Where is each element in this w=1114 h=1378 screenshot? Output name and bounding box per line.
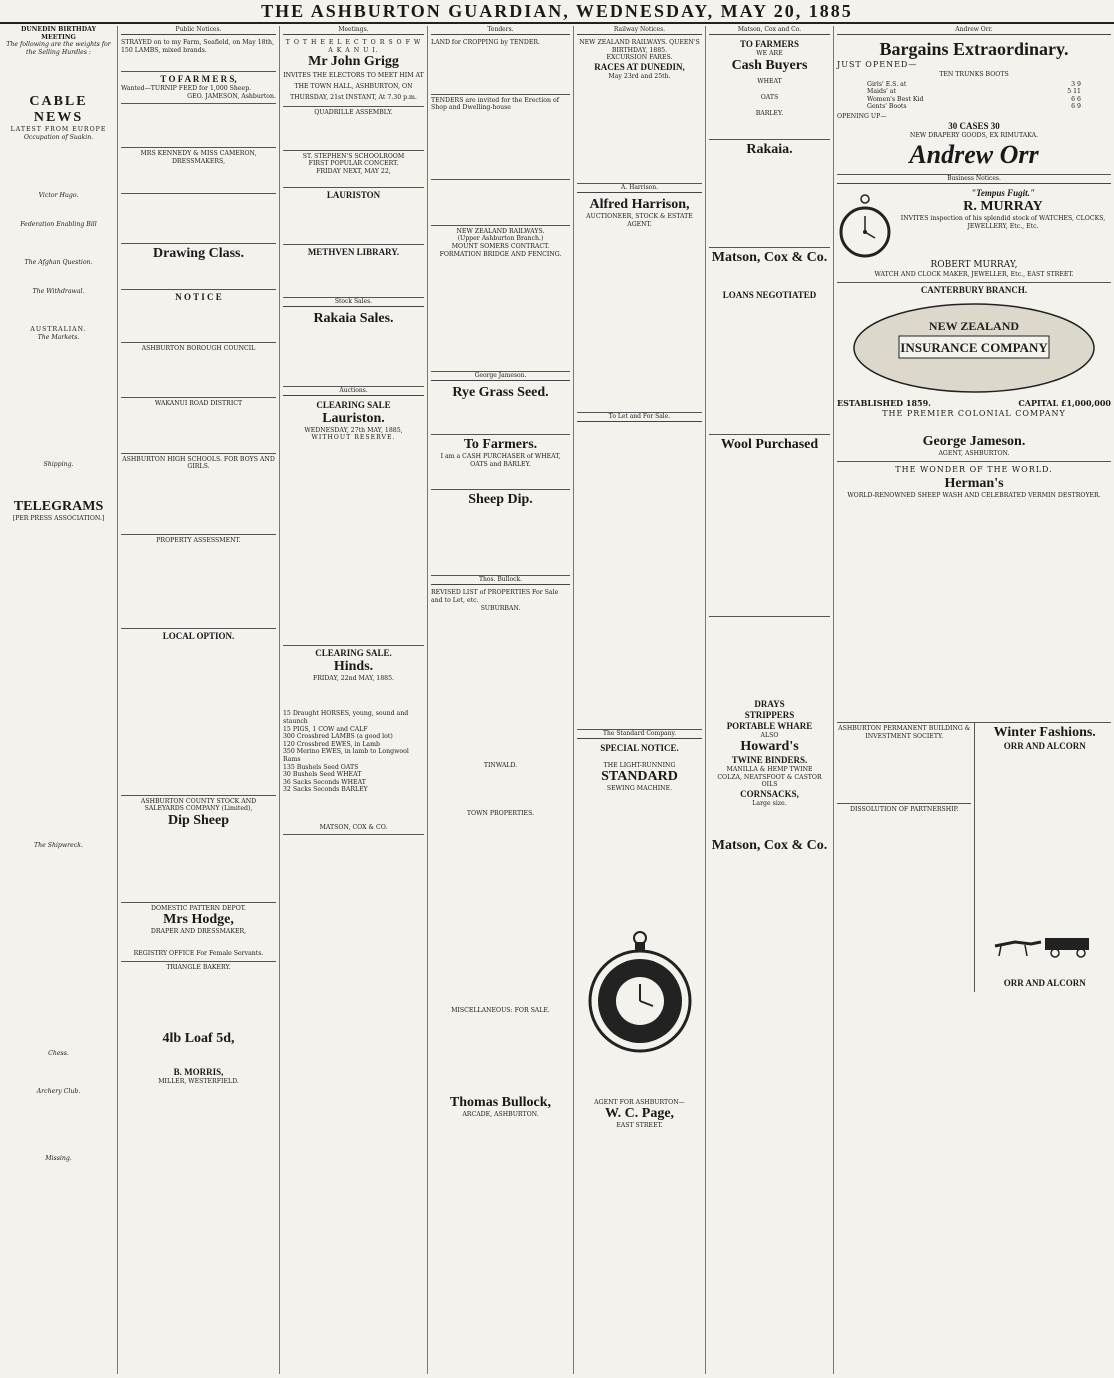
jameson-subtitle: AGENT, ASHBURTON. — [938, 449, 1010, 457]
hinds-sale-ad — [283, 646, 424, 836]
chess-text — [3, 1058, 114, 1088]
concert-date: FRIDAY NEXT, MAY 22, — [316, 167, 391, 175]
loaf-price: 4lb Loaf 5d, — [162, 1031, 235, 1047]
morris-subtitle: MILLER, WESTERFIELD. — [158, 1078, 239, 1086]
boot-price: 3 9 — [1071, 80, 1081, 88]
murray-text: INVITES inspection of his splendid stock of WATCHES, CLOCKS, JEWELLERY, Etc., Etc. — [900, 215, 1106, 230]
railways-tender-ad — [431, 226, 570, 372]
business-header: Business Notices. — [837, 175, 1111, 184]
matson-signature: MATSON, COX & CO. — [319, 823, 388, 831]
archery-heading: Archery Club. — [36, 1087, 81, 1095]
markets-text — [3, 341, 114, 461]
boot-item: Girls' E.S. at — [867, 80, 907, 88]
bakery-title: TRIANGLE BAKERY. — [166, 963, 231, 971]
lot-item: 120 Crossbred EWES, in Lamb — [283, 740, 380, 748]
federation-text — [3, 229, 114, 259]
let-header: To Let and For Sale. — [577, 413, 702, 422]
registry-title: REGISTRY OFFICE For Female Servants. — [133, 949, 264, 957]
to-farmers-text: I am a CASH PURCHASER of WHEAT, OATS and BARLEY. — [440, 453, 561, 468]
grain-item: WHEAT — [757, 77, 782, 85]
masthead: THE ASHBURTON GUARDIAN, WEDNESDAY, MAY 20, 1885 — [0, 0, 1114, 24]
electors-title: T O T H E E L E C T O R S O F W A K A N U I. — [285, 39, 422, 54]
formation: FORMATION BRIDGE AND FENCING. — [439, 250, 562, 258]
shipping-text — [3, 469, 114, 499]
emblem-nz: NEW ZEALAND — [928, 318, 1020, 333]
farmers-text: Wanted—TURNIP FEED for 1,000 Sheep. — [121, 85, 252, 93]
auctions-header: Auctions. — [283, 387, 424, 396]
shipping-heading: Shipping. — [43, 461, 74, 469]
local-option-ad — [121, 629, 276, 796]
bullock-arcade: ARCADE, ASHBURTON. — [462, 1110, 539, 1118]
bullock-ad — [431, 587, 570, 1121]
morris-name: B. MORRIS, — [173, 1067, 224, 1078]
archery-text — [3, 1095, 114, 1155]
boot-price-list — [837, 79, 1111, 113]
cable-title: CABLE NEWS — [29, 94, 88, 126]
rakaia-sales-title: Rakaia Sales. — [313, 310, 394, 326]
boot-item: Gents' Boots — [867, 103, 907, 111]
standard-title: STANDARD — [601, 769, 678, 785]
hermans-ad — [837, 462, 1111, 724]
large-size: Large size. — [752, 799, 787, 807]
notice-ad — [121, 290, 276, 343]
hugo-text — [3, 199, 114, 221]
left-subcolumn — [837, 723, 975, 992]
boot-row — [867, 81, 1081, 89]
afghan-text — [3, 266, 114, 288]
murray-ad — [837, 186, 1111, 283]
andrew-orr-signature: Andrew Orr — [909, 140, 1039, 170]
just-opened: JUST OPENED— — [837, 60, 918, 69]
bullock-header: Thos. Bullock. — [431, 576, 570, 585]
withdrawal-heading: The Withdrawal. — [32, 288, 85, 296]
chess-heading: Chess. — [48, 1049, 69, 1057]
highschools-title: ASHBURTON HIGH SCHOOLS. FOR BOYS AND GIRLS. — [122, 455, 275, 471]
hodge-title: Mrs Hodge, — [163, 912, 234, 928]
town-heading: TOWN PROPERTIES. — [466, 809, 535, 817]
meetings-header: Meetings. — [283, 26, 424, 35]
wool-ad — [709, 435, 830, 617]
suburban-heading: SUBURBAN. — [480, 604, 521, 612]
property-title: PROPERTY ASSESSMENT. — [156, 536, 241, 544]
lot-item: 36 Sacks Seconds WHEAT — [283, 778, 366, 786]
also-label: ALSO — [760, 731, 779, 739]
birthday-title: DUNEDIN BIRTHDAY MEETING — [20, 26, 97, 41]
grain-item: BARLEY. — [755, 109, 784, 117]
public-notices-header: Public Notices. — [121, 26, 276, 35]
dip-sheep-title: Dip Sheep — [167, 812, 230, 828]
races-title: RACES AT DUNEDIN, — [594, 61, 685, 72]
ten-trunks: TEN TRUNKS BOOTS — [939, 71, 1009, 78]
rakaia-title: Rakaia. — [746, 141, 793, 157]
waltham-watch-icon — [585, 926, 695, 1056]
afghan-heading: The Afghan Question. — [24, 258, 93, 266]
page-street: EAST STREET. — [616, 1122, 663, 1130]
australian-heading: AUSTRALIAN. — [30, 325, 87, 333]
capital: CAPITAL £1,000,000 — [1018, 397, 1111, 408]
grain-list — [709, 74, 830, 122]
borough-title: ASHBURTON BOROUGH COUNCIL — [141, 344, 256, 352]
railways-title: NEW ZEALAND RAILWAYS. QUEEN'S BIRTHDAY, 1885. — [579, 39, 700, 54]
special-notice: SPECIAL NOTICE. — [600, 742, 679, 753]
land-ad — [431, 37, 570, 95]
debts-ad — [121, 194, 276, 244]
robert-subtitle: WATCH AND CLOCK MAKER, JEWELLER, Etc., EAST STREET. — [874, 271, 1074, 279]
upper-branch: (Upper Ashburton Branch.) — [457, 235, 544, 243]
lauriston-sale-date: WEDNESDAY, 27th MAY, 1885, — [304, 426, 403, 434]
cash-buyers-ad — [709, 37, 830, 140]
suakin-text — [3, 142, 114, 192]
tenders-shop-title: TENDERS are invited for the Erection of Shop and Dwelling-house — [431, 96, 559, 112]
harrison-subtitle: AUCTIONEER, STOCK & ESTATE AGENT. — [586, 213, 693, 228]
column-meetings — [280, 26, 428, 1374]
boot-price: 6 6 — [1071, 95, 1081, 103]
quadrille-title: QUADRILLE ASSEMBLY. — [314, 109, 393, 117]
boot-row — [867, 103, 1081, 111]
column-matson — [706, 26, 834, 1374]
land-title: LAND for CROPPING by TENDER. — [431, 39, 541, 46]
kennedy-ad — [121, 148, 276, 193]
lot-item: 350 Merino EWES, in lamb to Longwool Rams — [283, 748, 409, 763]
stock-sales-header: Stock Sales. — [283, 298, 424, 307]
federation-heading: Federation Enabling Bill — [20, 221, 97, 229]
agent-label: AGENT FOR ASHBURTON— — [594, 1098, 685, 1106]
boot-price: 5 11 — [1067, 88, 1081, 96]
sheepdip-ad — [431, 490, 570, 576]
rakaia-sales-ad — [283, 309, 424, 387]
lot-item: 15 Draught HORSES, young, sound and staunch — [283, 710, 409, 725]
premier-company: THE PREMIER COLONIAL COMPANY — [882, 408, 1066, 418]
manilla-twine: MANILLA & HEMP TWINE — [726, 766, 813, 774]
excursion-fares: EXCURSION FARES. — [606, 54, 673, 62]
mount-somers: MOUNT SOMERS CONTRACT. — [451, 242, 550, 250]
to-farmers-ad — [431, 435, 570, 490]
matson-footer: Matson, Cox & Co. — [711, 837, 828, 853]
column-orr — [834, 26, 1114, 1374]
murray-name: R. MURRAY — [963, 199, 1043, 215]
pocket-watch-icon — [839, 192, 891, 260]
right-subcolumn — [975, 723, 1111, 992]
farmers-signature: GEO. JAMESON, Ashburton. — [187, 92, 276, 100]
boot-price: 6 9 — [1071, 103, 1081, 111]
light-running: THE LIGHT-RUNNING — [603, 761, 676, 769]
suakin-heading: Occupation of Suakin. — [23, 133, 94, 141]
to-farmers-title: To Farmers. — [463, 437, 538, 453]
concert-ad — [283, 151, 424, 188]
tenders-shop-ad — [431, 95, 570, 180]
borough-ad — [121, 343, 276, 399]
drawing-title: Drawing Class. — [152, 245, 244, 261]
lot-item: 15 PIGS, 1 COW and CALF — [283, 725, 368, 733]
quadrille-ad — [283, 107, 424, 151]
farmers-title: T O F A R M E R S, — [160, 74, 237, 85]
to-farmers-title: TO FARMERS — [740, 39, 799, 49]
column-railway — [574, 26, 706, 1374]
railway-header: Railway Notices. — [577, 26, 702, 35]
implements-ad — [709, 617, 830, 857]
orr-alcorn-title: ORR AND ALCORN — [1003, 741, 1086, 752]
lauriston-ad — [283, 188, 424, 245]
county-ad — [121, 796, 276, 903]
harrison-ad — [577, 195, 702, 412]
missing-heading: Missing. — [45, 1155, 72, 1163]
wakanui-title: WAKANUI ROAD DISTRICT — [154, 400, 243, 408]
boot-item: Women's Best Kid — [867, 95, 924, 103]
hermans-title: Herman's — [944, 475, 1004, 491]
permanent-ad — [837, 723, 971, 804]
press-association: [PER PRESS ASSOCIATION.] — [12, 514, 105, 522]
matson-header: Matson, Cox and Co. — [709, 26, 830, 35]
boot-row — [867, 88, 1081, 96]
cable-subtitle: LATEST FROM EUROPE — [10, 126, 107, 134]
permanent-title: ASHBURTON PERMANENT BUILDING & INVESTMENT SOCIETY. — [838, 725, 971, 740]
drays: DRAYS — [754, 698, 785, 709]
hodge-subtitle: DRAPER AND DRESSMAKER, — [150, 928, 247, 936]
weights-table — [3, 56, 114, 94]
shepherd-ad — [121, 104, 276, 148]
lot-item: 135 Bushels Seed OATS — [283, 763, 359, 771]
tinwald-heading: TINWALD. — [483, 762, 518, 770]
cornsacks: CORNSACKS, — [740, 788, 799, 799]
stephens-title: ST. STEPHEN'S SCHOOLROOM — [302, 152, 405, 160]
jameson-name: George Jameson. — [922, 433, 1026, 449]
orr-header: Andrew Orr. — [837, 26, 1111, 35]
hinds-title: Hinds. — [333, 658, 374, 674]
winter-ad — [978, 723, 1111, 992]
ryegrass-title: Rye Grass Seed. — [452, 385, 549, 401]
page-name: W. C. Page, — [604, 1106, 675, 1122]
lot-list — [283, 710, 424, 794]
hugo-heading: Victor Hugo. — [38, 191, 79, 199]
boot-row — [867, 96, 1081, 104]
tempus-title: "Tempus Fugit." — [971, 188, 1035, 199]
twine-binders: TWINE BINDERS. — [731, 755, 808, 766]
excursion-ad — [577, 37, 702, 184]
without-reserve: WITHOUT RESERVE. — [311, 434, 396, 442]
concert-title: FIRST POPULAR CONCERT. — [308, 160, 399, 168]
loans-title: LOANS NEGOTIATED — [722, 289, 817, 300]
farmers-ad — [121, 72, 276, 104]
winter-title: Winter Fashions. — [993, 725, 1096, 741]
cases-title: 30 CASES 30 — [948, 120, 1000, 131]
column-tenders — [428, 26, 574, 1374]
misc-heading: MISCELLANEOUS: FOR SALE. — [451, 1007, 550, 1015]
strayed-text: STRAYED on to my Farm, Seafield, on May 18th, 150 LAMBS, mixed brands. — [121, 39, 275, 54]
lot-item: 30 Bushels Seed WHEAT — [283, 771, 362, 779]
let-listings — [577, 424, 702, 730]
horse-cart-icon — [985, 932, 1105, 958]
insurance-emblem-icon — [839, 298, 1109, 396]
domestic-title: DOMESTIC PATTERN DEPOT. — [151, 904, 246, 912]
canterbury-branch: CANTERBURY BRANCH. — [920, 284, 1028, 295]
railways-tender-title: NEW ZEALAND RAILWAYS. — [456, 227, 545, 235]
bakery-ad — [121, 962, 276, 1089]
cash-buyers-title: Cash Buyers — [731, 57, 808, 73]
opening-up: OPENING UP— — [837, 112, 887, 120]
lot-item: 32 Sacks Seconds BARLEY — [283, 786, 368, 794]
drawing-ad — [121, 244, 276, 290]
telegrams-title: TELEGRAMS — [13, 498, 104, 514]
kennedy-title: MRS KENNEDY & MISS CAMERON, DRESSMAKERS, — [140, 150, 257, 165]
bullock-name: Thomas Bullock, — [449, 1094, 552, 1110]
highschools-ad — [121, 454, 276, 535]
markets-heading: The Markets. — [37, 333, 80, 341]
standard-ad — [577, 741, 702, 1133]
emblem-insurance: INSURANCE COMPANY — [900, 339, 1048, 355]
boot-item: Maids' at — [867, 88, 896, 96]
races-date: May 23rd and 25th. — [608, 72, 671, 80]
ryegrass-ad — [431, 383, 570, 435]
lot-item: 300 Crossbred LAMBS (a good lot) — [283, 733, 393, 741]
wonder-title: THE WONDER OF THE WORLD. — [895, 464, 1053, 474]
strippers: STRIPPERS — [744, 709, 795, 720]
jameson-header: George Jameson. — [431, 372, 570, 381]
standard-header: The Standard Company. — [577, 730, 702, 739]
harrison-header: A. Harrison. — [577, 184, 702, 193]
hermans-subtitle: WORLD-RENOWNED SHEEP WASH AND CELEBRATED VERMIN DESTROYER. — [847, 491, 1101, 499]
lauriston-sale-ad — [283, 398, 424, 646]
matson-name: Matson, Cox & Co. — [711, 249, 828, 265]
robert-murray: ROBERT MURRAY, — [930, 260, 1018, 271]
shipwreck-text — [3, 850, 114, 1050]
county-title: ASHBURTON COUNTY STOCK AND SALEYARDS COMPANY (Limited), — [140, 797, 257, 813]
telegrams-text — [3, 522, 114, 842]
sheepdip-title: Sheep Dip. — [468, 492, 533, 508]
withdrawal-text — [3, 296, 114, 326]
column-public-notices — [118, 26, 280, 1374]
hinds-clearing-title: CLEARING SALE. — [315, 647, 392, 658]
tenders-header: Tenders. — [431, 26, 570, 35]
revised-list: REVISED LIST of PROPERTIES For Sale and to Let, etc. — [431, 589, 559, 604]
grigg-ad — [283, 37, 424, 107]
established: ESTABLISHED 1859. — [837, 397, 931, 408]
strayed-ad — [121, 37, 276, 72]
rakaia-ad — [709, 140, 830, 248]
portable-whare: PORTABLE WHARE — [726, 720, 813, 731]
bargains-title: Bargains Extraordinary. — [879, 39, 1069, 59]
notice-title: N O T I C E — [175, 291, 222, 302]
howard-title: Howard's — [740, 739, 799, 755]
column-news — [0, 26, 118, 1374]
sewing-machine: SEWING MACHINE. — [606, 785, 673, 793]
grigg-name: Mr John Grigg — [308, 54, 399, 70]
methven-title: METHVEN LIBRARY. — [307, 246, 400, 257]
property-ad — [121, 535, 276, 629]
methven-ad — [283, 245, 424, 298]
insurance-ad — [837, 283, 1111, 462]
we-are: WE ARE — [756, 50, 783, 57]
harrison-name: Alfred Harrison, — [589, 197, 690, 213]
dissolution-ad — [837, 804, 971, 987]
lauriston-title: LAURISTON — [326, 189, 381, 200]
grain-item: OATS — [760, 93, 779, 101]
lauriston-sale-place: Lauriston. — [322, 410, 385, 426]
drapery-text: NEW DRAPERY GOODS, EX RIMUTAKA. — [909, 131, 1039, 139]
local-option-title: LOCAL OPTION. — [162, 630, 235, 641]
matson-auction-ad — [709, 248, 830, 435]
wakanui-ad — [121, 398, 276, 454]
bargains-ad — [837, 37, 1111, 175]
wool-title: Wool Purchased — [720, 436, 819, 452]
shipwreck-heading: The Shipwreck. — [33, 842, 83, 850]
birthday-intro: The following are the weights for the Selling Hurdles : — [6, 41, 111, 56]
tenders-cottage-ad — [431, 180, 570, 226]
hodge-ad — [121, 903, 276, 962]
colza-oils: COLZA, NEATSFOOT & CASTOR OILS — [717, 773, 822, 789]
grigg-text: INVITES THE ELECTORS TO MEET HIM AT THE TOWN HALL, ASHBURTON, ON THURSDAY, 21st INSTANT, At 7.30 p.m. — [283, 72, 424, 102]
clearing-sale-title: CLEARING SALE — [316, 399, 391, 410]
hinds-date: FRIDAY, 22nd MAY, 1885. — [312, 674, 395, 682]
orr-footer: ORR AND ALCORN — [1003, 978, 1086, 989]
dissolution-title: DISSOLUTION OF PARTNERSHIP. — [849, 806, 959, 814]
